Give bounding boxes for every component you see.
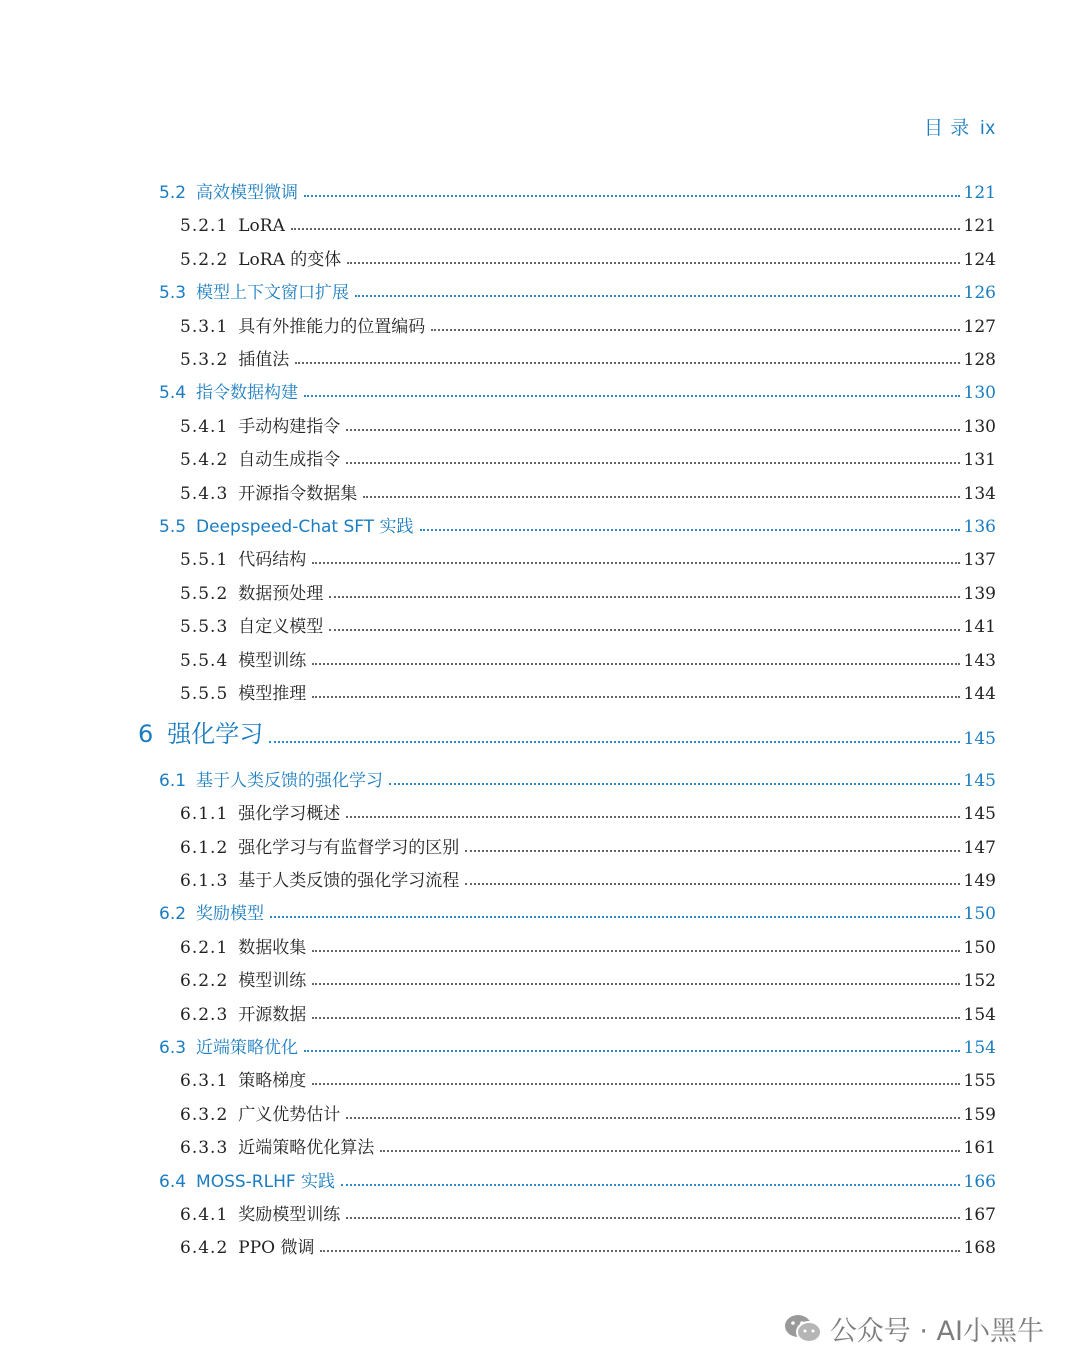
toc-entry-label	[159, 178, 298, 203]
toc-entry-title: 高效模型微调	[196, 183, 299, 203]
toc-entry-level-2[interactable]	[159, 373, 996, 403]
toc-entry-number: 5.2.2	[180, 249, 229, 270]
toc-entry-label	[180, 933, 306, 958]
toc-entry-title: 模型推理	[238, 684, 307, 704]
toc-entry-label	[180, 966, 306, 991]
toc-entry-title: 自定义模型	[238, 617, 324, 638]
toc-entry-label	[180, 412, 340, 437]
toc-entry-number: 5.4.2	[180, 450, 229, 471]
toc-entry-number: 6	[138, 720, 154, 749]
toc-entry-label	[180, 1000, 306, 1025]
toc-entry-number: 6.4.1	[180, 1205, 229, 1225]
toc-dot-leader	[312, 1016, 959, 1019]
toc-entry-page: 149	[963, 871, 996, 891]
toc-entry-level-2[interactable]	[159, 1028, 996, 1058]
toc-entry-title: 开源数据	[238, 1004, 307, 1025]
toc-dot-leader	[320, 1249, 959, 1252]
toc-dot-leader	[465, 849, 959, 852]
toc-entry-level-3[interactable]	[180, 307, 996, 337]
toc-entry-page: 145	[963, 804, 996, 825]
toc-entry-label	[180, 1233, 314, 1258]
toc-dot-leader	[355, 294, 960, 297]
toc-entry-page: 161	[963, 1138, 996, 1159]
toc-entry-number: 5.4.3	[180, 483, 229, 504]
toc-entry-label	[180, 579, 323, 604]
toc-entry-number: 6.3.2	[180, 1104, 229, 1125]
toc-dot-leader	[295, 361, 959, 364]
toc-entry-page: 128	[963, 350, 996, 370]
toc-entry-number: 5.5.1	[180, 550, 229, 571]
toc-entry-page: 121	[963, 183, 996, 203]
toc-entry-title: LoRA	[238, 216, 285, 237]
toc-entry-label	[159, 512, 414, 537]
toc-entry-level-2[interactable]	[159, 894, 996, 924]
toc-entry-number: 6.3	[159, 1038, 187, 1058]
toc-entry-label	[180, 679, 306, 704]
toc-dot-leader	[346, 428, 959, 431]
toc-entry-label	[180, 312, 425, 337]
toc-entry-level-3[interactable]	[180, 995, 996, 1025]
toc-entry-level-3[interactable]	[180, 540, 996, 570]
toc-entry-number: 5.5.3	[180, 617, 229, 638]
toc-entry-number: 6.2.1	[180, 937, 229, 958]
toc-entry-page: 154	[963, 1004, 996, 1025]
toc-dot-leader	[420, 528, 960, 531]
toc-entry-title: 模型训练	[238, 650, 307, 671]
toc-entry-page: 145	[963, 729, 996, 750]
toc-entry-title: 广义优势估计	[238, 1104, 341, 1125]
toc-entry-page: 145	[963, 770, 996, 791]
toc-entry-page: 121	[963, 216, 996, 237]
toc-entry-page: 150	[963, 904, 996, 925]
toc-entry-number: 5.5	[159, 517, 187, 537]
toc-entry-title: 手动构建指令	[238, 416, 341, 437]
toc-dot-leader	[431, 328, 959, 331]
toc-entry-level-1[interactable]	[138, 709, 996, 749]
toc-dot-leader	[347, 261, 959, 264]
toc-entry-page: 134	[963, 483, 996, 504]
toc-entry-level-3[interactable]	[180, 607, 996, 637]
toc-entry-page: 137	[963, 550, 996, 571]
toc-entry-level-3[interactable]	[180, 206, 996, 236]
toc-entry-number: 5.5.2	[180, 583, 229, 604]
toc-entry-number: 6.1	[159, 770, 187, 791]
toc-dot-leader	[304, 394, 960, 397]
toc-entry-title: 数据预处理	[238, 583, 324, 604]
toc-dot-leader	[346, 815, 959, 818]
toc-dot-leader	[465, 882, 959, 885]
toc-entry-level-3[interactable]	[180, 574, 996, 604]
toc-entry-level-2[interactable]	[159, 1162, 996, 1192]
toc-entry-title: PPO 微调	[238, 1238, 315, 1259]
toc-entry-page: 166	[963, 1171, 996, 1192]
toc-entry-page: 154	[963, 1038, 996, 1058]
toc-entry-title: LoRA 的变体	[238, 249, 342, 270]
toc-entry-number: 5.4	[159, 383, 187, 404]
toc-entry-number: 6.3.3	[180, 1138, 229, 1159]
toc-entry-number: 6.2.2	[180, 971, 229, 992]
toc-entry-label	[159, 378, 298, 403]
toc-entry-number: 5.4.1	[180, 416, 229, 437]
toc-dot-leader	[312, 1082, 959, 1085]
toc-entry-level-3[interactable]	[180, 240, 996, 270]
toc-entry-label	[180, 1100, 340, 1125]
toc-entry-title: 基于人类反馈的强化学习流程	[238, 871, 460, 891]
toc-entry-number: 6.3.1	[180, 1071, 229, 1092]
toc-entry-title: 模型上下文窗口扩展	[196, 283, 350, 304]
toc-entry-number: 6.2.3	[180, 1004, 229, 1025]
toc-dot-leader	[346, 1216, 959, 1219]
toc-entry-label	[180, 479, 357, 504]
toc-entry-number: 6.1.2	[180, 837, 229, 858]
toc-entry-title: 近端策略优化算法	[238, 1138, 375, 1159]
toc-entry-level-2[interactable]	[159, 273, 996, 303]
toc-dot-leader	[312, 561, 959, 564]
running-header	[924, 113, 996, 140]
toc-entry-label	[180, 545, 306, 570]
toc-dot-leader	[304, 1049, 960, 1052]
toc-entry-page: 141	[963, 617, 996, 638]
header-page-number: ix	[980, 118, 996, 139]
toc-entry-label	[159, 1033, 298, 1058]
toc-entry-title: 数据收集	[238, 937, 307, 958]
toc-entry-label	[180, 646, 306, 671]
toc-entry-label	[159, 1167, 335, 1192]
watermark-text: 公众号 · AI小黑牛	[829, 1316, 1044, 1347]
toc-entry-level-3[interactable]	[180, 928, 996, 958]
toc-dot-leader	[269, 740, 959, 743]
toc-entry-title: 指令数据构建	[196, 383, 299, 404]
toc-entry-title: Deepspeed-Chat SFT 实践	[196, 517, 414, 537]
toc-entry-page: 150	[963, 937, 996, 958]
toc-entry-number: 6.1.1	[180, 804, 229, 825]
toc-entry-label	[159, 278, 349, 303]
toc-dot-leader	[312, 949, 959, 952]
toc-entry-level-3[interactable]	[180, 674, 996, 704]
toc-entry-number: 5.2.1	[180, 216, 229, 237]
toc-entry-level-2[interactable]	[159, 507, 996, 537]
watermark	[784, 1309, 1044, 1348]
toc-entry-page: 155	[963, 1071, 996, 1092]
toc-entry-level-3[interactable]	[180, 1195, 996, 1225]
toc-entry-page: 144	[963, 684, 996, 704]
toc-entry-level-3[interactable]	[180, 961, 996, 991]
toc-entry-label	[138, 714, 263, 749]
toc-dot-leader	[291, 227, 960, 230]
toc-entry-title: 强化学习与有监督学习的区别	[238, 837, 460, 858]
toc-dot-leader	[312, 695, 959, 698]
toc-dot-leader	[346, 1116, 959, 1119]
toc-entry-label	[180, 612, 323, 637]
toc-dot-leader	[363, 495, 959, 498]
header-title: 目 录	[923, 118, 971, 139]
toc-entry-title: 奖励模型	[196, 904, 265, 925]
toc-entry-number: 6.4.2	[180, 1238, 229, 1259]
toc-entry-label	[159, 766, 383, 791]
toc-entry-level-3[interactable]	[180, 474, 996, 504]
toc-entry-number: 6.1.3	[180, 871, 229, 891]
toc-entry-page: 159	[963, 1104, 996, 1125]
toc-entry-level-3[interactable]	[180, 794, 996, 824]
toc-dot-leader	[329, 595, 959, 598]
toc-entry-level-2[interactable]	[159, 173, 996, 203]
toc-entry-title: 具有外推能力的位置编码	[238, 316, 426, 337]
toc-entry-page: 124	[963, 249, 996, 270]
toc-entry-level-3[interactable]	[180, 1228, 996, 1258]
toc-entry-page: 143	[963, 650, 996, 671]
toc-entry-label	[180, 1200, 340, 1225]
toc-entry-page: 131	[963, 450, 996, 471]
toc-entry-title: 基于人类反馈的强化学习	[196, 770, 384, 791]
toc-entry-number: 5.3.2	[180, 350, 229, 370]
toc-entry-level-3[interactable]	[180, 1128, 996, 1158]
toc-entry-level-3[interactable]	[180, 340, 996, 370]
toc-dot-leader	[304, 194, 960, 197]
toc-entry-title: 插值法	[238, 350, 290, 370]
toc-entry-label	[180, 245, 341, 270]
toc-dot-leader	[312, 662, 959, 665]
toc-entry-page: 147	[963, 837, 996, 858]
toc-entry-title: 强化学习概述	[238, 804, 341, 825]
toc-dot-leader	[380, 1149, 959, 1152]
toc-entry-number: 6.2	[159, 904, 187, 925]
toc-entry-level-2[interactable]	[159, 761, 996, 791]
toc-entry-page: 152	[963, 971, 996, 992]
toc-entry-page: 168	[963, 1238, 996, 1259]
toc-entry-label	[180, 445, 340, 470]
toc-entry-title: MOSS-RLHF 实践	[196, 1171, 336, 1192]
toc-entry-number: 5.3	[159, 283, 187, 304]
toc-entry-page: 130	[963, 416, 996, 437]
toc-entry-level-3[interactable]	[180, 1095, 996, 1125]
toc-entry-title: 代码结构	[238, 550, 307, 571]
toc-entry-title: 模型训练	[238, 971, 307, 992]
toc-dot-leader	[312, 982, 959, 985]
toc-entry-label	[180, 216, 285, 236]
toc-entry-level-3[interactable]	[180, 1061, 996, 1091]
toc-entry-level-3[interactable]	[180, 828, 996, 858]
toc-entry-title: 自动生成指令	[238, 450, 341, 471]
toc-entry-label	[180, 799, 340, 824]
toc-entry-page: 139	[963, 583, 996, 604]
toc-entry-number: 5.5.4	[180, 650, 229, 671]
toc-entry-number: 5.5.5	[180, 684, 229, 704]
toc-entry-label	[180, 866, 459, 891]
toc-entry-label	[180, 345, 289, 370]
toc-entry-title: 策略梯度	[238, 1071, 307, 1092]
toc-entry-page: 136	[963, 517, 996, 537]
toc-entry-label	[159, 899, 264, 924]
toc-entry-label	[180, 1133, 374, 1158]
toc-entry-page: 130	[963, 383, 996, 404]
toc-dot-leader	[270, 915, 960, 918]
toc-dot-leader	[329, 628, 959, 631]
wechat-icon	[784, 1313, 822, 1345]
toc-entry-number: 5.3.1	[180, 316, 229, 337]
toc-entry-title: 强化学习	[167, 720, 264, 749]
toc-dot-leader	[341, 1183, 959, 1186]
toc-entry-label	[180, 1066, 306, 1091]
toc-entry-level-3[interactable]	[180, 861, 996, 891]
toc-dot-leader	[389, 782, 960, 785]
toc-entry-page: 127	[963, 316, 996, 337]
toc-entry-number: 6.4	[159, 1171, 187, 1192]
toc-entry-page: 167	[963, 1205, 996, 1225]
toc-entry-number: 5.2	[159, 183, 187, 203]
toc-entry-title: 近端策略优化	[196, 1038, 299, 1058]
toc-entry-title: 开源指令数据集	[238, 483, 358, 504]
toc-entry-page: 126	[963, 283, 996, 304]
toc-entry-level-3[interactable]	[180, 440, 996, 470]
toc-entry-label	[180, 833, 459, 858]
toc-entry-level-3[interactable]	[180, 641, 996, 671]
toc-entry-title: 奖励模型训练	[238, 1205, 341, 1225]
toc-entry-level-3[interactable]	[180, 407, 996, 437]
toc-dot-leader	[346, 461, 959, 464]
